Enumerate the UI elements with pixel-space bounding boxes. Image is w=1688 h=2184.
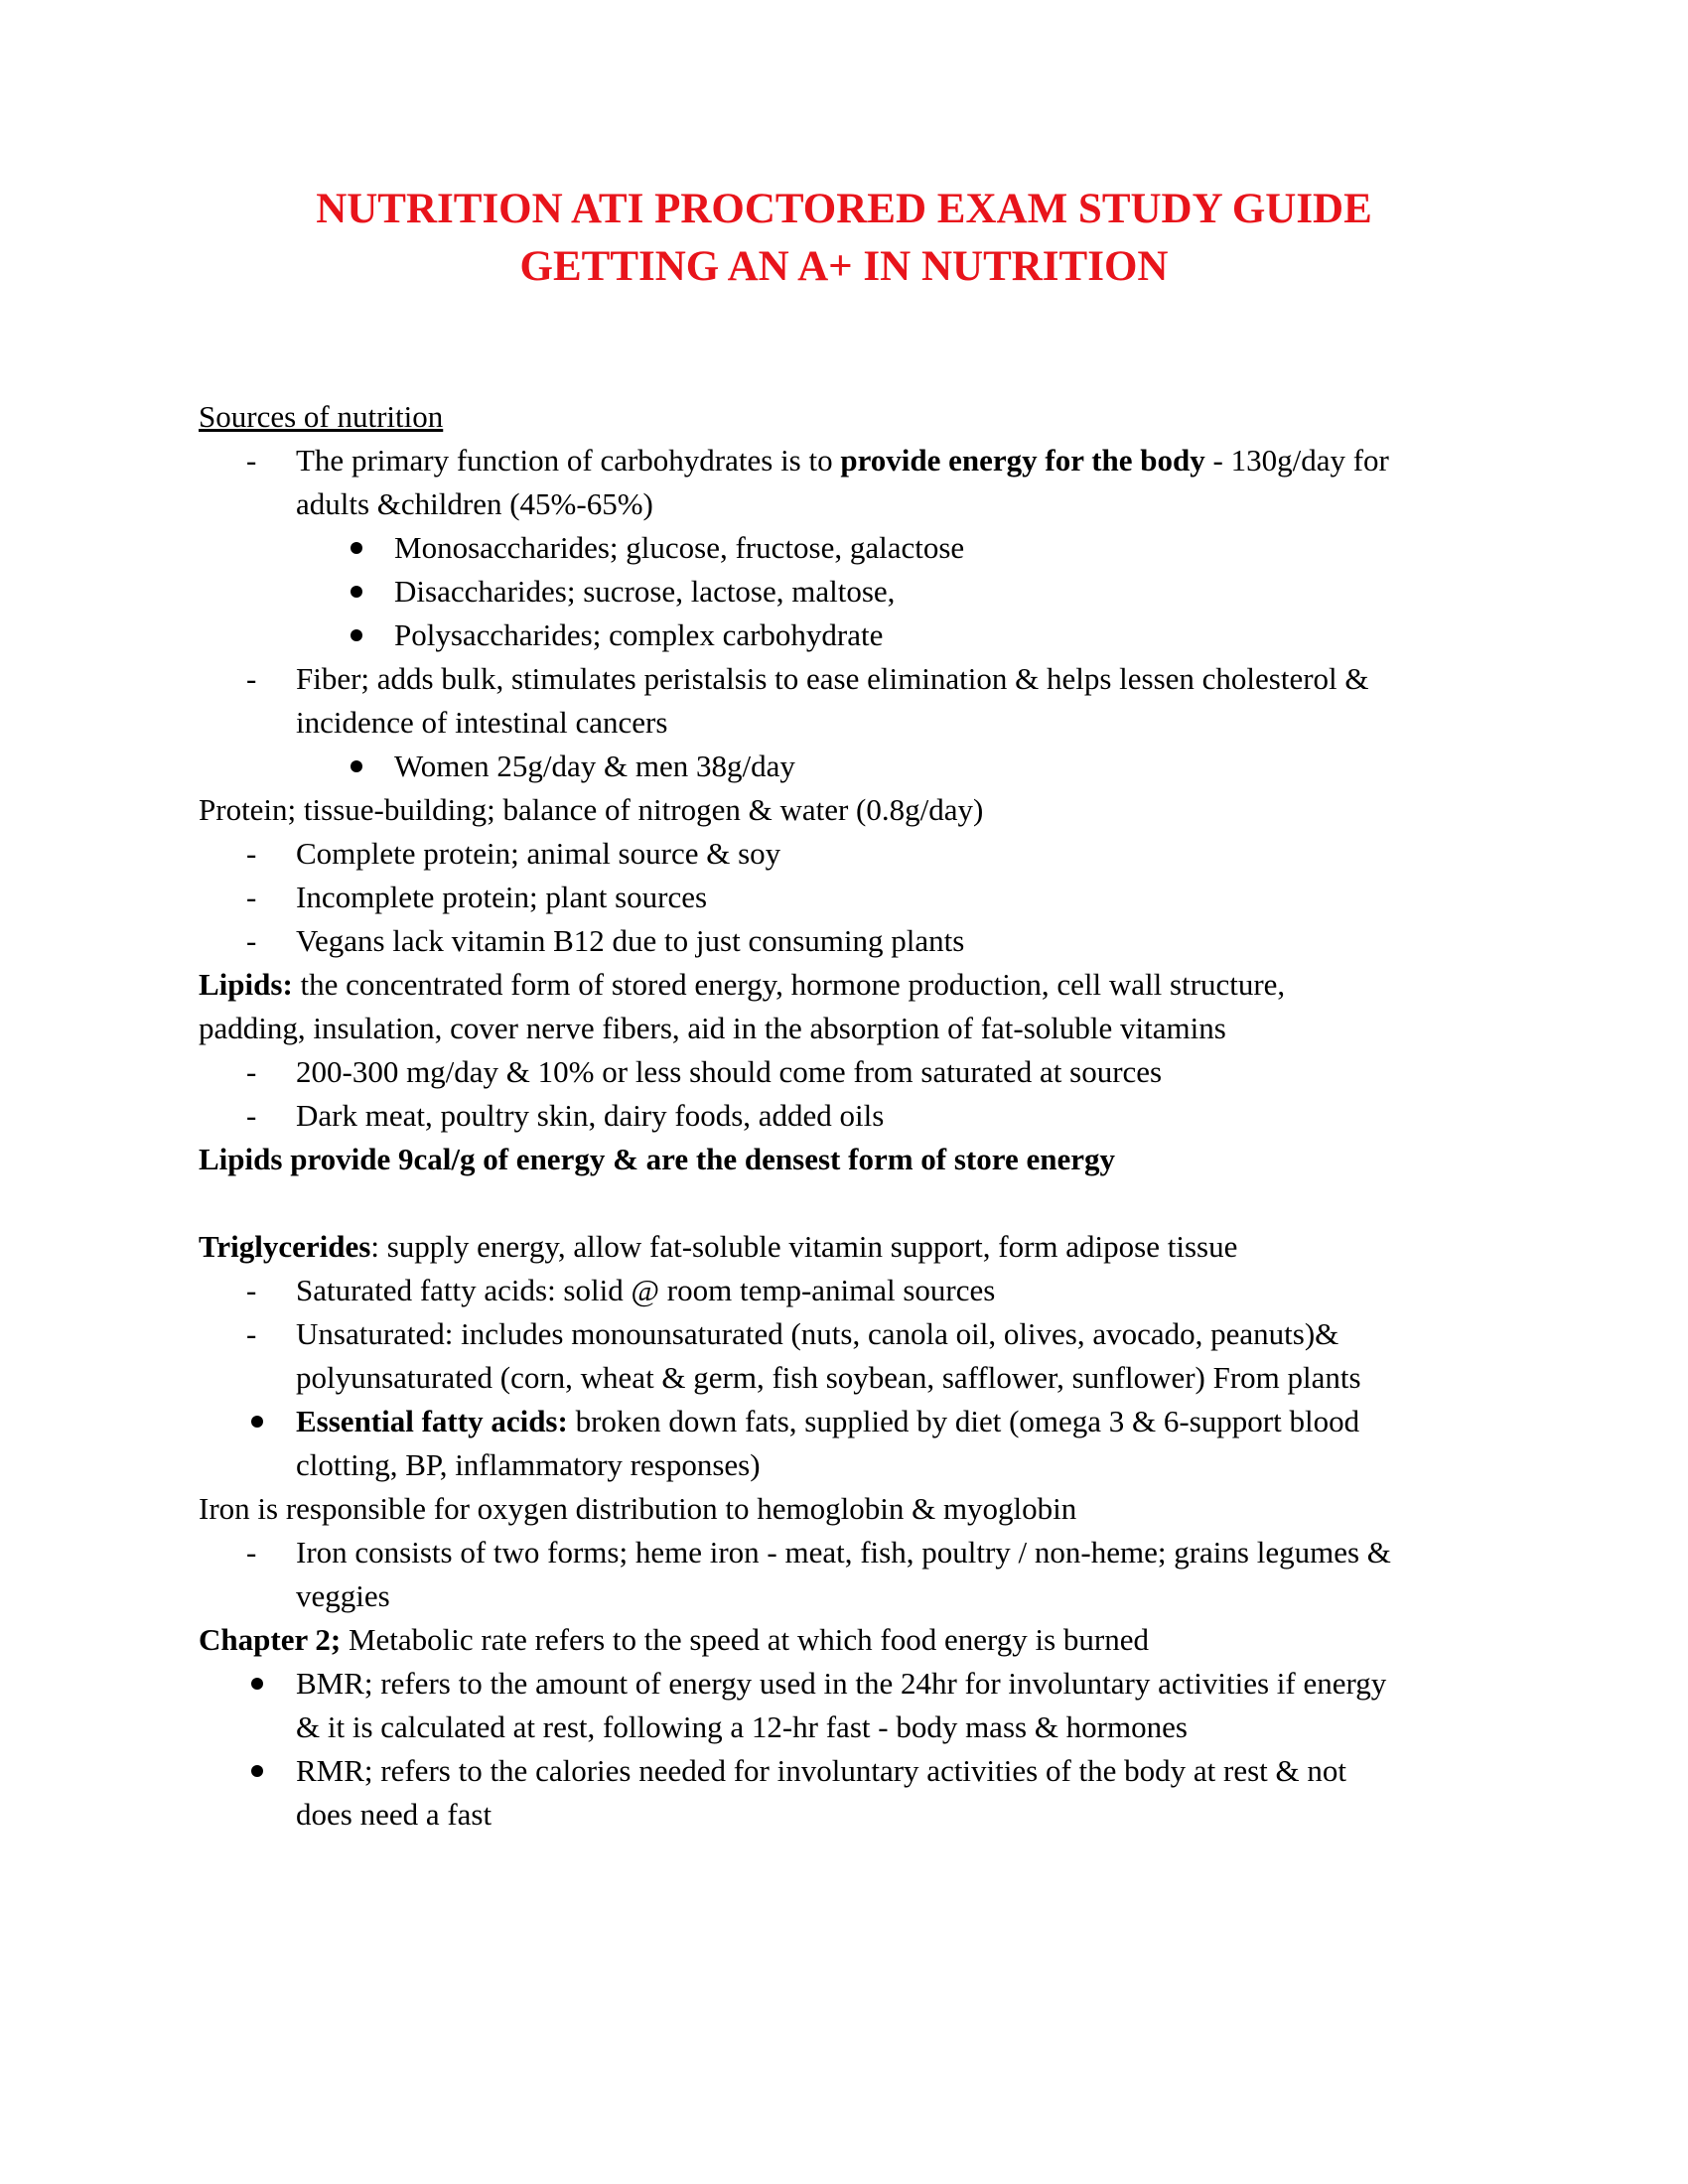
unsaturated-item: Unsaturated: includes monounsaturated (nuts, canola oil, olives, avocado, peanuts)& [296,1316,1339,1351]
saturated-item: Saturated fatty acids: solid @ room temp-animal sources [296,1273,996,1307]
lipids-amount-item: 200-300 mg/day & 10% or less should come from saturated at sources [296,1054,1163,1089]
bullet-dot [251,1765,263,1777]
triglycerides-label: Triglycerides [199,1229,371,1264]
rmr-item-cont: does need a fast [296,1797,492,1832]
dash-marker: - [246,661,257,696]
essential-fatty-acids-item [296,1400,1359,1443]
essential-label: Essential fatty acids: [296,1404,568,1438]
carb-amount: - 130g/day for [1204,443,1389,478]
dash-marker: - [246,1273,257,1307]
chapter-2-text: Metabolic rate refers to the speed at which food energy is burned [341,1622,1149,1657]
fiber-line: Fiber; adds bulk, stimulates peristalsis to ease elimination & helps lessen cholesterol & [296,661,1369,696]
lipids-line-cont: padding, insulation, cover nerve fibers, aid in the absorption of fat-soluble vitamins [199,1011,1226,1045]
carbohydrate-line-cont: adults &children (45%-65%) [296,486,653,521]
triglycerides-text: : supply energy, allow fat-soluble vitamin support, form adipose tissue [370,1229,1238,1264]
bullet-dot [351,542,362,554]
incomplete-protein-item: Incomplete protein; plant sources [296,880,708,914]
dash-marker: - [246,1098,257,1133]
fiber-intake-item: Women 25g/day & men 38g/day [394,749,795,783]
chapter-2-line [199,1618,1149,1662]
rmr-item: RMR; refers to the calories needed for involuntary activities of the body at rest & not [296,1753,1347,1788]
carb-text: The primary function of carbohydrates is to [296,443,841,478]
iron-forms-cont: veggies [296,1578,390,1613]
lipids-label: Lipids: [199,967,293,1002]
dash-marker: - [246,1054,257,1089]
complete-protein-item: Complete protein; animal source & soy [296,836,781,871]
essential-text: broken down fats, supplied by diet (omega 3 & 6-support blood [567,1404,1360,1438]
vegans-item: Vegans lack vitamin B12 due to just consuming plants [296,923,965,958]
lipids-line [199,963,1285,1007]
bullet-dot [251,1678,263,1690]
dash-marker: - [246,923,257,958]
fiber-line-cont: incidence of intestinal cancers [296,705,668,740]
protein-line: Protein; tissue-building; balance of nitrogen & water (0.8g/day) [199,792,984,827]
dash-marker: - [246,1316,257,1351]
dash-marker: - [246,443,257,478]
polysaccharides-item: Polysaccharides; complex carbohydrate [394,617,884,652]
essential-fatty-acids-cont: clotting, BP, inflammatory responses) [296,1447,761,1482]
title-line-2: GETTING AN A+ IN NUTRITION [519,243,1169,290]
lipids-text: the concentrated form of stored energy, hormone production, cell wall structure, [292,967,1286,1002]
iron-line: Iron is responsible for oxygen distribution to hemoglobin & myoglobin [199,1491,1077,1526]
unsaturated-item-cont: polyunsaturated (corn, wheat & germ, fish soybean, safflower, sunflower) From plants [296,1360,1361,1395]
carbohydrate-line [296,439,1389,482]
dash-marker: - [246,836,257,871]
iron-forms-item: Iron consists of two forms; heme iron - meat, fish, poultry / non-heme; grains legumes & [296,1535,1391,1570]
bullet-dot [351,760,362,772]
sources-heading: Sources of nutrition [199,399,444,434]
title-line-1: NUTRITION ATI PROCTORED EXAM STUDY GUIDE [316,186,1372,232]
lipids-sources-item: Dark meat, poultry skin, dairy foods, added oils [296,1098,885,1133]
bullet-dot [351,586,362,598]
bullet-dot [251,1416,263,1428]
lipids-summary: Lipids provide 9cal/g of energy & are the densest form of store energy [199,1142,1115,1176]
dash-marker: - [246,880,257,914]
triglycerides-line [199,1225,1237,1269]
monosaccharides-item: Monosaccharides; glucose, fructose, galactose [394,530,965,565]
dash-marker: - [246,1535,257,1570]
bmr-item-cont: & it is calculated at rest, following a 12-hr fast - body mass & hormones [296,1709,1188,1744]
carb-bold-text: provide energy for the body [840,443,1205,478]
bmr-item: BMR; refers to the amount of energy used in the 24hr for involuntary activities if energy [296,1666,1387,1701]
chapter-2-label: Chapter 2; [199,1622,342,1657]
bullet-dot [351,629,362,641]
disaccharides-item: Disaccharides; sucrose, lactose, maltose, [394,574,896,609]
